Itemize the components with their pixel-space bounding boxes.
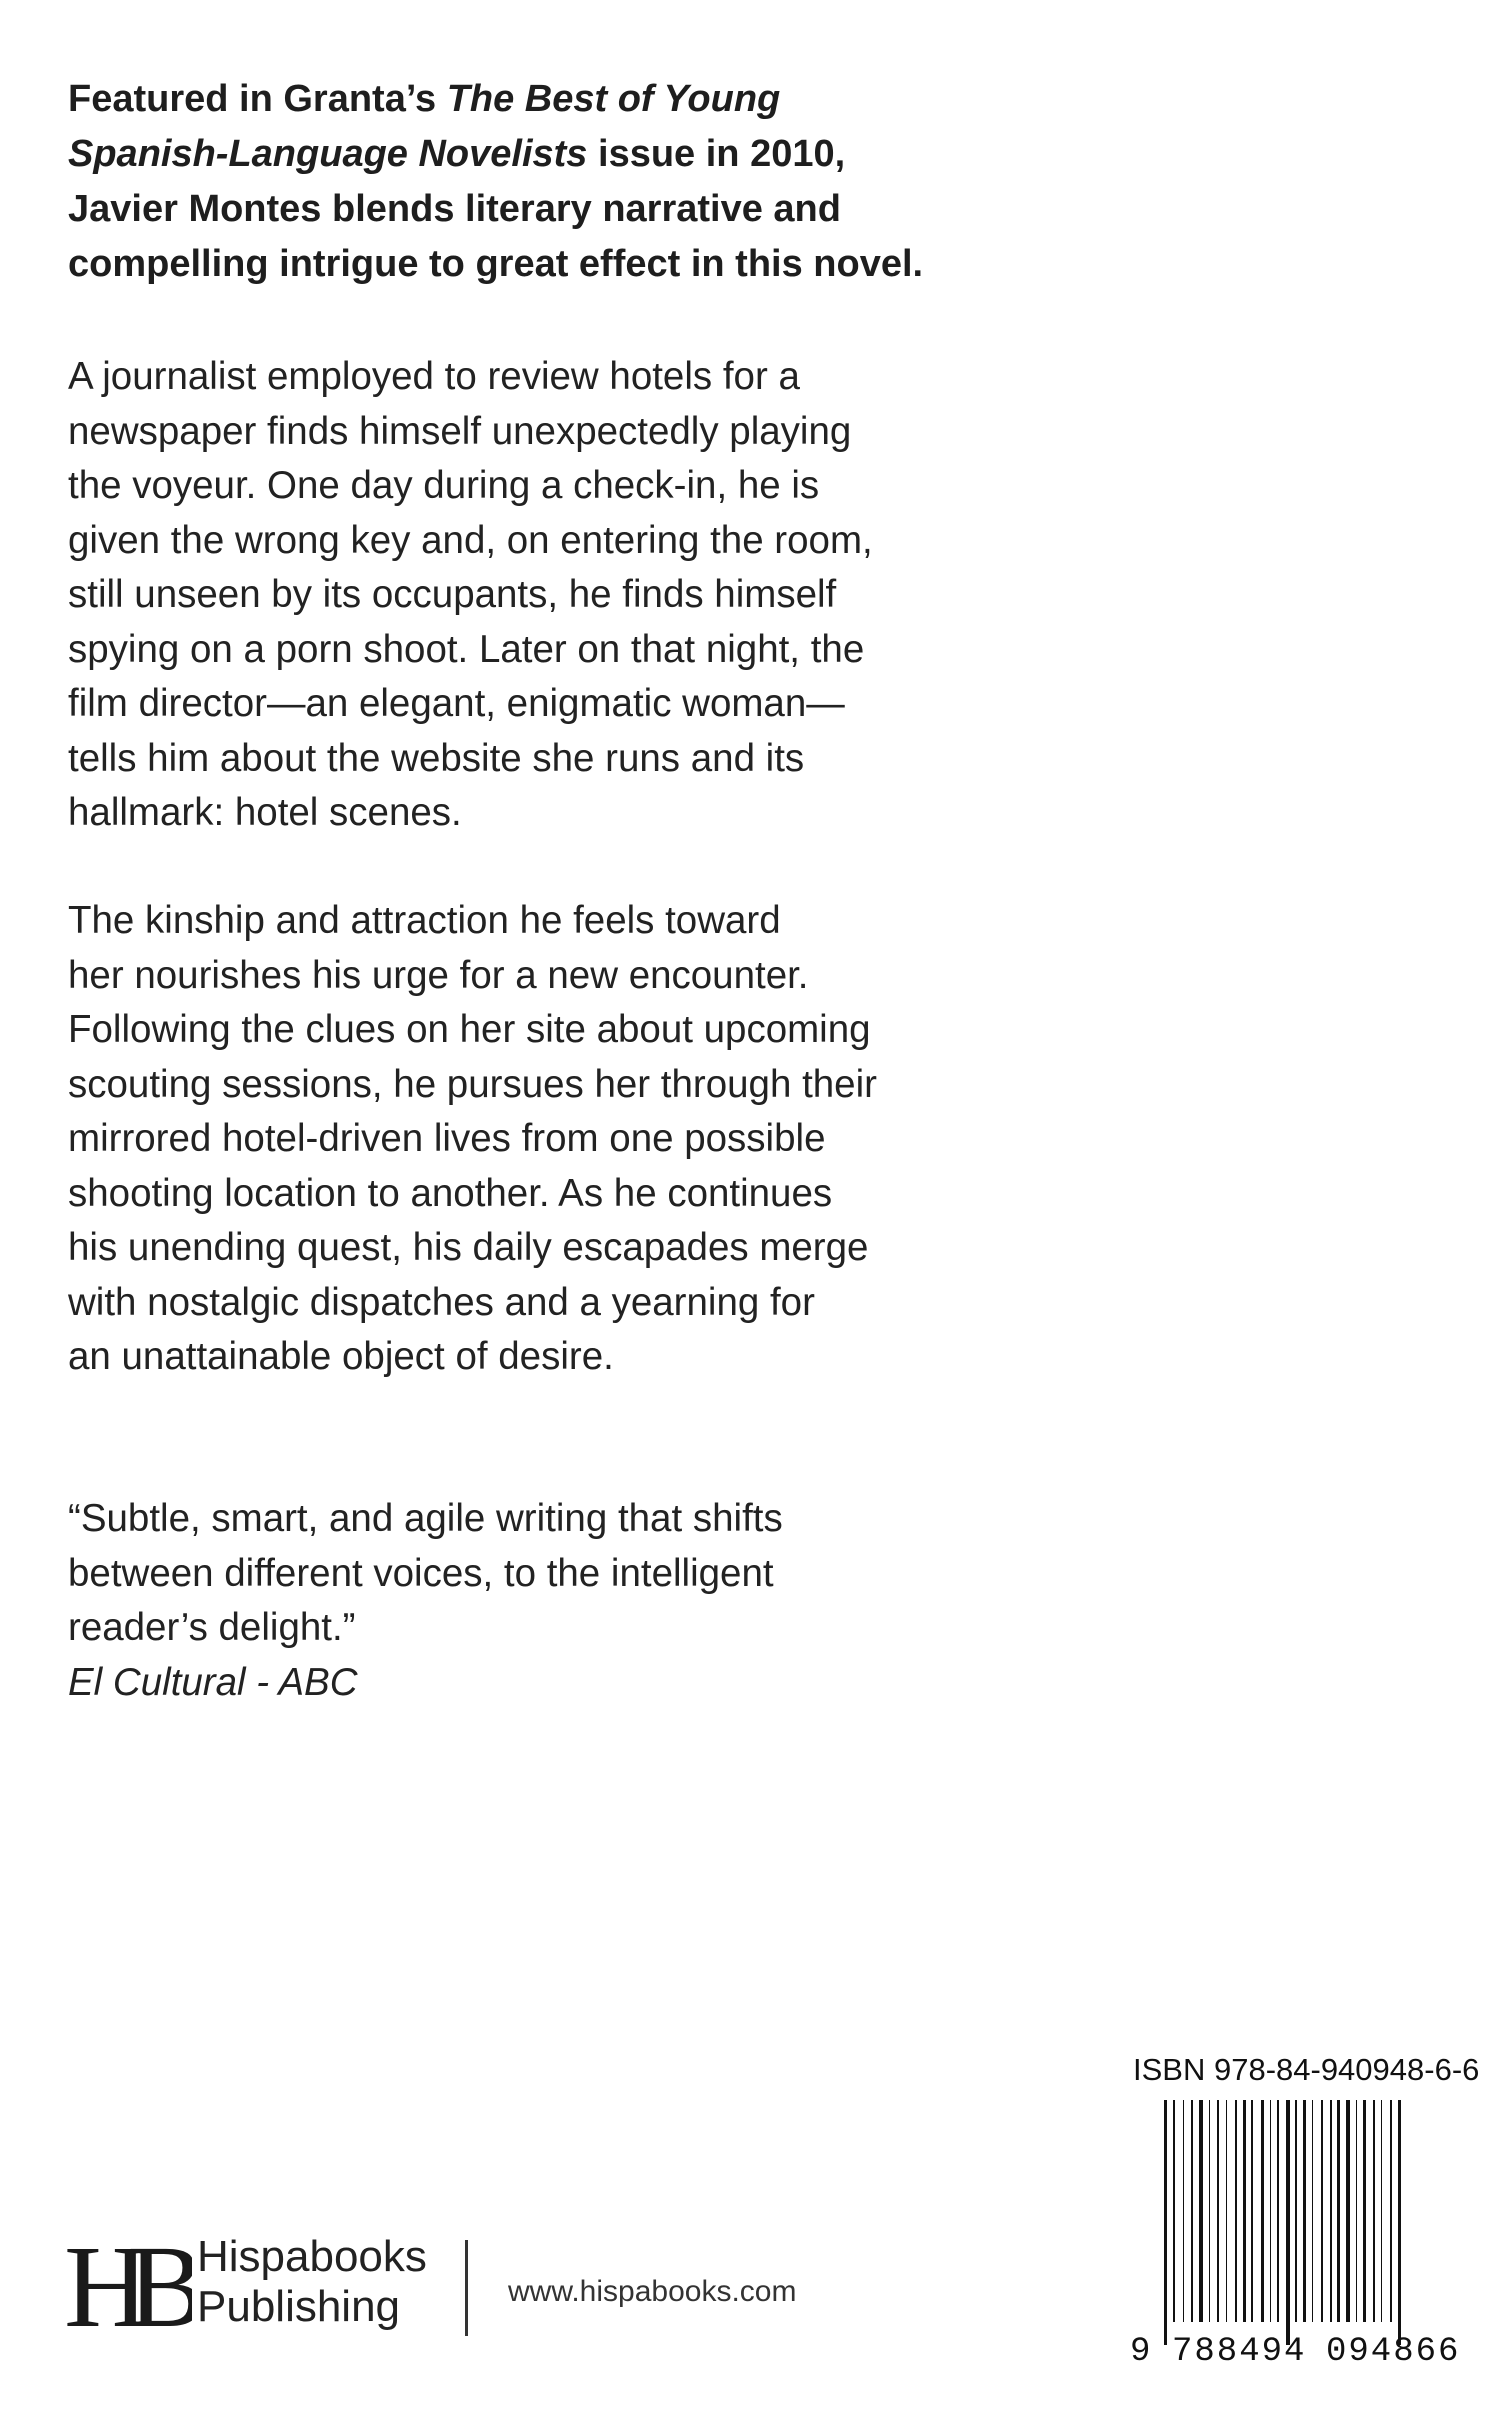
barcode-bar xyxy=(1217,2100,1219,2322)
text-line: given the wrong key and, on entering the room, xyxy=(68,518,873,562)
barcode-bar xyxy=(1303,2100,1306,2322)
barcode-bar xyxy=(1199,2100,1203,2322)
text-line: Following the clues on her site about upcoming xyxy=(68,1008,871,1051)
barcode-bar xyxy=(1261,2100,1264,2322)
barcode-bar xyxy=(1226,2100,1227,2322)
hb-letters: HB xyxy=(64,2230,184,2340)
barcode-bar xyxy=(1173,2100,1175,2322)
blurb-line: Javier Montes blends literary narrative and xyxy=(68,188,841,230)
barcode-digits-left: 788494 xyxy=(1172,2333,1307,2371)
text-line: her nourishes his urge for a new encounter. xyxy=(68,953,809,997)
isbn-barcode xyxy=(1160,2100,1483,2345)
quote-line: between different voices, to the intelligent xyxy=(68,1551,774,1595)
text-line: his unending quest, his daily escapades merge xyxy=(68,1226,869,1269)
text-line: with nostalgic dispatches and a yearning for xyxy=(68,1280,815,1324)
barcode-bar xyxy=(1321,2100,1323,2322)
barcode-digits-right: 094866 xyxy=(1326,2333,1461,2371)
barcode-bar xyxy=(1243,2100,1246,2322)
barcode-bar xyxy=(1381,2100,1382,2322)
isbn-label: ISBN 978-84-940948-6-6 xyxy=(1133,2052,1480,2087)
barcode-bar xyxy=(1312,2100,1313,2322)
text-line: film director—an elegant, enigmatic woman— xyxy=(68,682,845,725)
barcode-bar xyxy=(1337,2100,1340,2322)
barcode-bar xyxy=(1295,2100,1297,2322)
barcode-bar xyxy=(1209,2100,1210,2322)
publisher-website-link[interactable]: www.hispabooks.com xyxy=(508,2275,797,2308)
text-line: spying on a porn shoot. Later on that night, the xyxy=(68,627,865,671)
barcode-bar xyxy=(1373,2100,1375,2322)
text-line: an unattainable object of desire. xyxy=(68,1335,614,1378)
text-line: mirrored hotel-driven lives from one possible xyxy=(68,1117,826,1160)
synopsis-paragraph-1 xyxy=(68,350,1068,841)
blurb-line: Featured in Granta’s The Best of Young xyxy=(68,78,781,120)
text-line: the voyeur. One day during a check-in, he is xyxy=(68,464,820,507)
text-line: The kinship and attraction he feels toward xyxy=(68,899,781,942)
barcode-bar xyxy=(1346,2100,1350,2322)
logo-divider xyxy=(465,2240,468,2336)
text-line: tells him about the website she runs and its xyxy=(68,736,805,780)
barcode-bar xyxy=(1277,2100,1279,2322)
barcode-digit-first: 9 xyxy=(1130,2333,1151,2371)
featured-blurb xyxy=(68,72,1068,292)
text-line: newspaper finds himself unexpectedly playing xyxy=(68,409,852,453)
barcode-bar xyxy=(1356,2100,1357,2322)
review-quote xyxy=(68,1492,1068,1710)
barcode-bar xyxy=(1363,2100,1366,2322)
barcode-bar xyxy=(1398,2100,1401,2345)
barcode-bar xyxy=(1251,2100,1253,2322)
barcode-bar xyxy=(1191,2100,1193,2322)
hispabooks-logo-icon xyxy=(62,2230,192,2340)
barcode-bar xyxy=(1183,2100,1184,2322)
barcode-bar xyxy=(1270,2100,1271,2322)
blurb-line: compelling intrigue to great effect in this novel. xyxy=(68,243,924,285)
blurb-line: Spanish-Language Novelists issue in 2010, xyxy=(68,133,846,175)
quote-line: “Subtle, smart, and agile writing that shifts xyxy=(68,1497,783,1540)
barcode-bar xyxy=(1330,2100,1332,2322)
text-line: scouting sessions, he pursues her through their xyxy=(68,1062,877,1106)
publisher-name: Hispabooks Publishing xyxy=(197,2232,427,2331)
barcode-bar xyxy=(1286,2100,1290,2345)
barcode-bar xyxy=(1390,2100,1392,2322)
barcode-bar xyxy=(1235,2100,1237,2322)
text-line: still unseen by its occupants, he finds himself xyxy=(68,573,837,616)
quote-line: reader’s delight.” xyxy=(68,1606,356,1649)
synopsis-paragraph-2 xyxy=(68,894,1068,1385)
text-line: shooting location to another. As he continues xyxy=(68,1171,833,1215)
granta-issue-title: Spanish-Language Novelists xyxy=(68,133,588,175)
barcode-bars xyxy=(1160,2100,1483,2345)
hb-monogram xyxy=(62,2230,192,2340)
granta-issue-title: The Best of Young xyxy=(446,78,781,120)
quote-source: El Cultural - ABC xyxy=(68,1660,358,1704)
text-line: A journalist employed to review hotels for a xyxy=(68,355,800,398)
barcode-bar xyxy=(1164,2100,1167,2345)
text-line: hallmark: hotel scenes. xyxy=(68,791,462,834)
